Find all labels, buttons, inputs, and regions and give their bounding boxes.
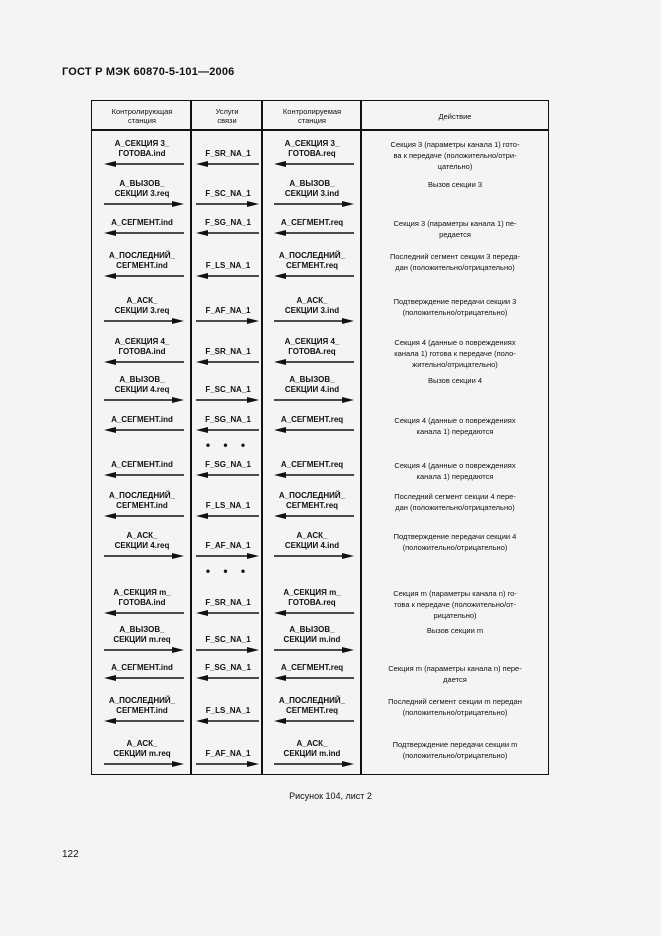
arrow-right-icon xyxy=(196,552,259,560)
arrow-left-icon xyxy=(274,717,354,725)
controlling-station-primitive: А_СЕГМЕНТ.ind xyxy=(111,415,173,424)
arrow-right-icon xyxy=(274,552,354,560)
controlling-station-primitive: А_СЕГМЕНТ.ind xyxy=(111,460,173,469)
arrow-left-icon xyxy=(196,471,259,479)
action-description: Подтверждение передачи секции 3 (положительно/отрицательно) xyxy=(393,297,517,317)
action-description: Подтверждение передачи секции m (положительно/отрицательно) xyxy=(392,740,518,760)
arrow-left-icon xyxy=(196,717,259,725)
action-description: Последний сегмент секции m передан (положительно/отрицательно) xyxy=(388,697,522,717)
arrow-left-icon xyxy=(274,674,354,682)
arrow-left-icon xyxy=(196,358,259,366)
controlling-station-primitive: А_ВЫЗОВ_ СЕКЦИИ 4.req xyxy=(114,375,170,394)
arrow-right-icon xyxy=(104,646,184,654)
arrow-left-icon xyxy=(274,512,354,520)
continuation-dots: • • • xyxy=(205,438,251,452)
arrow-right-icon xyxy=(196,646,259,654)
arrow-left-icon xyxy=(104,512,184,520)
communication-service: F_AF_NA_1 xyxy=(205,306,251,315)
arrow-left-icon xyxy=(104,358,184,366)
arrow-right-icon xyxy=(196,200,259,208)
action-description: Секция 4 (данные о повреждениях канала 1) передаются xyxy=(394,416,516,436)
action-description: Последний сегмент секции 4 пере- дан (положительно/отрицательно) xyxy=(394,492,516,512)
column-header-controlled: Контролируемая станция xyxy=(282,107,342,125)
arrow-left-icon xyxy=(104,272,184,280)
controlled-station-primitive: А_ПОСЛЕДНИЙ_ СЕГМЕНТ.req xyxy=(278,251,346,270)
communication-service: F_SR_NA_1 xyxy=(205,598,251,607)
arrow-left-icon xyxy=(196,674,259,682)
arrow-left-icon xyxy=(104,160,184,168)
controlled-station-primitive: А_СЕГМЕНТ.req xyxy=(280,218,344,227)
column-header-services: Услуги связи xyxy=(215,107,239,125)
arrow-left-icon xyxy=(274,471,354,479)
arrow-right-icon xyxy=(104,760,184,768)
document-header: ГОСТ Р МЭК 60870-5-101—2006 xyxy=(62,66,235,78)
controlling-station-primitive: А_ПОСЛЕДНИЙ_ СЕГМЕНТ.ind xyxy=(108,251,176,270)
controlling-station-primitive: А_ВЫЗОВ_ СЕКЦИИ m.req xyxy=(113,625,171,644)
action-description: Секция m (параметры канала n) го- това к передаче (положительно/от- рицательно) xyxy=(393,589,517,620)
header-divider xyxy=(92,129,548,131)
communication-service: F_LS_NA_1 xyxy=(205,706,251,715)
controlled-station-primitive: А_СЕГМЕНТ.req xyxy=(280,415,344,424)
arrow-left-icon xyxy=(104,674,184,682)
column-header-action: Действие xyxy=(438,111,472,121)
controlling-station-primitive: А_СЕКЦИЯ 3_ ГОТОВА.ind xyxy=(114,139,170,158)
arrow-left-icon xyxy=(274,160,354,168)
controlled-station-primitive: А_ПОСЛЕДНИЙ_ СЕГМЕНТ.req xyxy=(278,491,346,510)
controlling-station-primitive: А_СЕГМЕНТ.ind xyxy=(111,663,173,672)
controlled-station-primitive: А_ВЫЗОВ_ СЕКЦИИ 4.ind xyxy=(284,375,340,394)
controlling-station-primitive: А_СЕГМЕНТ.ind xyxy=(111,218,173,227)
arrow-left-icon xyxy=(196,426,259,434)
controlled-station-primitive: А_СЕКЦИЯ 4_ ГОТОВА.req xyxy=(284,337,340,356)
arrow-right-icon xyxy=(196,396,259,404)
controlled-station-primitive: А_СЕГМЕНТ.req xyxy=(280,663,344,672)
arrow-left-icon xyxy=(104,471,184,479)
communication-service: F_AF_NA_1 xyxy=(205,541,251,550)
arrow-left-icon xyxy=(196,229,259,237)
arrow-right-icon xyxy=(196,317,259,325)
controlled-station-primitive: А_ВЫЗОВ_ СЕКЦИИ m.ind xyxy=(283,625,341,644)
action-description: Секция 3 (параметры канала 1) гото- ва к передаче (положительно/отри- цательно) xyxy=(390,140,520,171)
sequence-table xyxy=(91,100,549,775)
arrow-left-icon xyxy=(274,609,354,617)
figure-caption: Рисунок 104, лист 2 xyxy=(289,791,372,801)
action-description: Секция 4 (данные о повреждениях канала 1) готова к передаче (поло- жительно/отрицательно) xyxy=(394,338,516,369)
communication-service: F_SG_NA_1 xyxy=(205,218,251,227)
controlling-station-primitive: А_СЕКЦИЯ 4_ ГОТОВА.ind xyxy=(114,337,170,356)
communication-service: F_AF_NA_1 xyxy=(205,749,251,758)
arrow-left-icon xyxy=(104,609,184,617)
arrow-left-icon xyxy=(274,358,354,366)
arrow-right-icon xyxy=(274,396,354,404)
communication-service: F_SG_NA_1 xyxy=(205,663,251,672)
arrow-left-icon xyxy=(196,272,259,280)
action-description: Секция m (параметры канала n) пере- дается xyxy=(388,664,522,684)
arrow-right-icon xyxy=(274,317,354,325)
continuation-dots: • • • xyxy=(205,564,251,578)
arrow-left-icon xyxy=(104,426,184,434)
arrow-left-icon xyxy=(196,609,259,617)
communication-service: F_SG_NA_1 xyxy=(205,460,251,469)
controlling-station-primitive: А_ВЫЗОВ_ СЕКЦИИ 3.req xyxy=(114,179,170,198)
controlling-station-primitive: А_ПОСЛЕДНИЙ_ СЕГМЕНТ.ind xyxy=(108,696,176,715)
column-header-controlling: Контролирующая станция xyxy=(111,107,173,125)
communication-service: F_SC_NA_1 xyxy=(205,385,251,394)
controlling-station-primitive: А_АСК_ СЕКЦИИ 4.req xyxy=(114,531,170,550)
arrow-left-icon xyxy=(104,229,184,237)
arrow-right-icon xyxy=(104,552,184,560)
arrow-right-icon xyxy=(274,646,354,654)
controlled-station-primitive: А_ВЫЗОВ_ СЕКЦИИ 3.ind xyxy=(284,179,340,198)
communication-service: F_SG_NA_1 xyxy=(205,415,251,424)
arrow-left-icon xyxy=(104,717,184,725)
controlling-station-primitive: А_СЕКЦИЯ m_ ГОТОВА.ind xyxy=(113,588,171,607)
action-description: Подтверждение передачи секции 4 (положительно/отрицательно) xyxy=(393,532,517,552)
action-description: Вызов секции m xyxy=(426,626,484,635)
action-description: Последний сегмент секции 3 переда- дан (положительно/отрицательно) xyxy=(390,252,520,272)
arrow-left-icon xyxy=(274,272,354,280)
arrow-right-icon xyxy=(104,396,184,404)
communication-service: F_LS_NA_1 xyxy=(205,261,251,270)
controlled-station-primitive: А_СЕКЦИЯ 3_ ГОТОВА.req xyxy=(284,139,340,158)
arrow-right-icon xyxy=(274,200,354,208)
arrow-left-icon xyxy=(274,426,354,434)
controlling-station-primitive: А_АСК_ СЕКЦИИ 3.req xyxy=(114,296,170,315)
communication-service: F_SR_NA_1 xyxy=(205,347,251,356)
arrow-right-icon xyxy=(104,200,184,208)
controlling-station-primitive: А_АСК_ СЕКЦИИ m.req xyxy=(113,739,171,758)
controlled-station-primitive: А_АСК_ СЕКЦИИ 4.ind xyxy=(284,531,340,550)
arrow-left-icon xyxy=(196,512,259,520)
action-description: Секция 3 (параметры канала 1) пе- редается xyxy=(393,219,517,239)
arrow-right-icon xyxy=(104,317,184,325)
arrow-left-icon xyxy=(274,229,354,237)
controlled-station-primitive: А_СЕГМЕНТ.req xyxy=(280,460,344,469)
communication-service: F_SC_NA_1 xyxy=(205,635,251,644)
communication-service: F_SC_NA_1 xyxy=(205,189,251,198)
action-description: Вызов секции 3 xyxy=(427,180,483,189)
arrow-right-icon xyxy=(274,760,354,768)
controlling-station-primitive: А_ПОСЛЕДНИЙ_ СЕГМЕНТ.ind xyxy=(108,491,176,510)
communication-service: F_LS_NA_1 xyxy=(205,501,251,510)
controlled-station-primitive: А_СЕКЦИЯ m_ ГОТОВА.req xyxy=(283,588,341,607)
communication-service: F_SR_NA_1 xyxy=(205,149,251,158)
controlled-station-primitive: А_АСК_ СЕКЦИИ 3.ind xyxy=(284,296,340,315)
page-number: 122 xyxy=(62,849,79,860)
controlled-station-primitive: А_ПОСЛЕДНИЙ_ СЕГМЕНТ.req xyxy=(278,696,346,715)
controlled-station-primitive: А_АСК_ СЕКЦИИ m.ind xyxy=(283,739,341,758)
column-divider xyxy=(360,101,362,774)
arrow-left-icon xyxy=(196,160,259,168)
action-description: Вызов секции 4 xyxy=(427,376,483,385)
action-description: Секция 4 (данные о повреждениях канала 1) передаются xyxy=(394,461,516,481)
arrow-right-icon xyxy=(196,760,259,768)
